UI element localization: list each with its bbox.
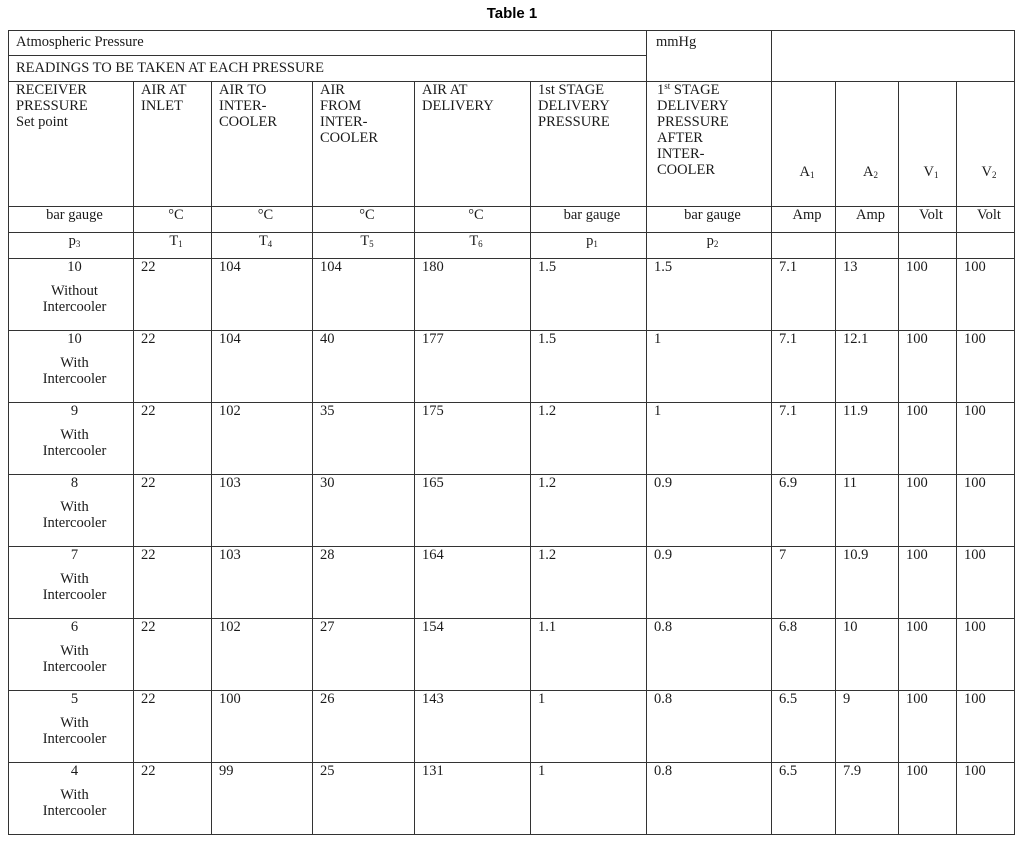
value-t5: 30 — [313, 475, 415, 547]
set-point-cell — [9, 403, 134, 475]
symbol-base: T — [258, 233, 268, 249]
value-v1: 100 — [899, 475, 957, 547]
value-p2: 0.9 — [647, 475, 772, 547]
mode-label: Intercooler — [42, 587, 107, 603]
mode-label: With — [60, 427, 89, 443]
units-row — [9, 207, 1015, 233]
value-t5: 25 — [313, 763, 415, 835]
header-receiver-pressure — [9, 82, 134, 207]
symbols-row — [9, 233, 1015, 259]
header-pressure-after-intercooler-line: DELIVERY — [657, 98, 729, 114]
header-a1-base: A — [799, 164, 810, 180]
value-t4: 103 — [212, 547, 313, 619]
unit-cell: bar gauge — [647, 207, 772, 233]
mode-label: With — [60, 571, 89, 587]
ordinal-suffix: st — [664, 81, 671, 91]
header-v2-base: V — [981, 164, 992, 180]
value-p1: 1.2 — [531, 475, 647, 547]
value-a2: 12.1 — [836, 331, 899, 403]
symbol-base: p — [68, 233, 76, 249]
symbol-subscript: 1 — [593, 239, 598, 249]
header-first-stage-pressure-line: PRESSURE — [538, 114, 610, 130]
symbol-subscript: 5 — [369, 239, 374, 249]
value-p2: 0.8 — [647, 691, 772, 763]
value-a2: 10.9 — [836, 547, 899, 619]
value-t6: 154 — [415, 619, 531, 691]
header-receiver-pressure-line: Set point — [16, 114, 68, 130]
value-t6: 180 — [415, 259, 531, 331]
mode-label: With — [60, 355, 89, 371]
mode-label: With — [60, 499, 89, 515]
value-t6: 165 — [415, 475, 531, 547]
value-p2: 0.9 — [647, 547, 772, 619]
value-v2: 100 — [957, 403, 1015, 475]
header-air-to-intercooler-line: AIR TO — [219, 82, 267, 98]
value-t5: 40 — [313, 331, 415, 403]
ordinal-rest: STAGE — [670, 82, 720, 98]
symbol-empty-cell — [772, 233, 836, 259]
value-a1: 7.1 — [772, 403, 836, 475]
header-row — [9, 82, 1015, 207]
set-point-cell — [9, 259, 134, 331]
unit-cell: °C — [212, 207, 313, 233]
mode-label: Intercooler — [42, 443, 107, 459]
atmospheric-pressure-label: Atmospheric Pressure — [9, 31, 647, 56]
value-a1: 6.5 — [772, 763, 836, 835]
mode-label: With — [60, 715, 89, 731]
header-a2-subscript: 2 — [873, 170, 878, 180]
header-a1-subscript: 1 — [809, 170, 815, 180]
value-t6: 177 — [415, 331, 531, 403]
value-a2: 11 — [836, 475, 899, 547]
header-air-from-intercooler-line: COOLER — [320, 130, 378, 146]
header-air-inlet-line: INLET — [141, 98, 183, 114]
value-t1: 22 — [134, 259, 212, 331]
header-air-delivery — [415, 82, 531, 207]
value-a1: 6.9 — [772, 475, 836, 547]
value-v1: 100 — [899, 691, 957, 763]
value-t1: 22 — [134, 547, 212, 619]
header-receiver-pressure-line: PRESSURE — [16, 98, 88, 114]
header-air-from-intercooler-line: AIR — [320, 82, 345, 98]
header-pressure-after-intercooler-line: COOLER — [657, 162, 715, 178]
mode-label: With — [60, 643, 89, 659]
value-t5: 27 — [313, 619, 415, 691]
value-p1: 1.1 — [531, 619, 647, 691]
value-t6: 131 — [415, 763, 531, 835]
unit-cell: Amp — [772, 207, 836, 233]
symbol-base: T — [169, 233, 179, 249]
ordinal-number: 1 — [657, 82, 665, 98]
set-point-value: 9 — [70, 403, 79, 419]
value-t1: 22 — [134, 331, 212, 403]
value-a1: 7 — [772, 547, 836, 619]
symbol-base: p — [706, 233, 714, 249]
value-t6: 175 — [415, 403, 531, 475]
header-pressure-after-intercooler-line: PRESSURE — [657, 114, 729, 130]
symbol-subscript: 4 — [267, 239, 273, 249]
value-a1: 6.5 — [772, 691, 836, 763]
symbol-cell — [415, 233, 531, 259]
symbol-empty-cell — [957, 233, 1015, 259]
set-point-value: 6 — [70, 619, 79, 635]
symbol-cell — [531, 233, 647, 259]
value-t4: 104 — [212, 259, 313, 331]
header-v2 — [957, 82, 1015, 207]
unit-cell: Volt — [957, 207, 1015, 233]
mode-label: Intercooler — [42, 803, 107, 819]
symbol-subscript: 1 — [178, 239, 183, 249]
value-p1: 1.2 — [531, 547, 647, 619]
value-v2: 100 — [957, 331, 1015, 403]
value-t6: 164 — [415, 547, 531, 619]
value-v1: 100 — [899, 331, 957, 403]
value-t1: 22 — [134, 619, 212, 691]
value-a1: 6.8 — [772, 619, 836, 691]
table-row — [9, 331, 1015, 403]
set-point-value: 10 — [67, 259, 82, 275]
value-a2: 13 — [836, 259, 899, 331]
value-v2: 100 — [957, 619, 1015, 691]
set-point-cell — [9, 763, 134, 835]
value-t1: 22 — [134, 691, 212, 763]
value-a2: 7.9 — [836, 763, 899, 835]
value-p2: 1 — [647, 403, 772, 475]
header-pressure-after-intercooler-line: INTER- — [657, 146, 705, 162]
unit-cell: Volt — [899, 207, 957, 233]
symbol-subscript: 3 — [75, 239, 81, 249]
set-point-cell — [9, 331, 134, 403]
value-v1: 100 — [899, 403, 957, 475]
mode-label: Intercooler — [42, 371, 107, 387]
unit-cell: bar gauge — [9, 207, 134, 233]
value-t1: 22 — [134, 475, 212, 547]
value-v2: 100 — [957, 475, 1015, 547]
value-a2: 11.9 — [836, 403, 899, 475]
value-v2: 100 — [957, 691, 1015, 763]
value-t4: 100 — [212, 691, 313, 763]
symbol-empty-cell — [836, 233, 899, 259]
unit-cell: Amp — [836, 207, 899, 233]
symbol-cell — [212, 233, 313, 259]
value-t5: 35 — [313, 403, 415, 475]
value-p1: 1.2 — [531, 403, 647, 475]
value-t4: 102 — [212, 619, 313, 691]
unit-cell: °C — [415, 207, 531, 233]
readings-label: READINGS TO BE TAKEN AT EACH PRESSURE — [9, 56, 647, 82]
header-air-inlet-line: AIR AT — [141, 82, 187, 98]
value-a1: 7.1 — [772, 331, 836, 403]
value-p2: 1.5 — [647, 259, 772, 331]
value-v2: 100 — [957, 547, 1015, 619]
header-first-stage-pressure-line: 1st STAGE — [538, 82, 605, 98]
header-a2-base: A — [863, 164, 874, 180]
header-air-from-intercooler-line: INTER- — [320, 114, 368, 130]
set-point-value: 4 — [70, 763, 79, 779]
table-row — [9, 547, 1015, 619]
unit-cell: °C — [134, 207, 212, 233]
symbol-subscript: 6 — [478, 239, 483, 249]
value-v1: 100 — [899, 619, 957, 691]
header-air-from-intercooler — [313, 82, 415, 207]
header-v1 — [899, 82, 957, 207]
table-row — [9, 619, 1015, 691]
value-a1: 7.1 — [772, 259, 836, 331]
value-t1: 22 — [134, 763, 212, 835]
value-t1: 22 — [134, 403, 212, 475]
header-air-to-intercooler-line: COOLER — [219, 114, 277, 130]
value-a2: 9 — [836, 691, 899, 763]
value-t5: 28 — [313, 547, 415, 619]
mode-label: Intercooler — [42, 659, 107, 675]
symbol-cell — [313, 233, 415, 259]
value-v2: 100 — [957, 763, 1015, 835]
value-t6: 143 — [415, 691, 531, 763]
header-v1-subscript: 1 — [933, 170, 939, 180]
header-air-to-intercooler — [212, 82, 313, 207]
value-t4: 102 — [212, 403, 313, 475]
unit-cell: °C — [313, 207, 415, 233]
value-p1: 1 — [531, 763, 647, 835]
value-p1: 1 — [531, 691, 647, 763]
symbol-subscript: 2 — [713, 239, 719, 249]
set-point-value: 7 — [70, 547, 79, 563]
symbol-base: T — [360, 233, 370, 249]
header-a2 — [836, 82, 899, 207]
header-v2-subscript: 2 — [991, 170, 997, 180]
table-row — [9, 691, 1015, 763]
value-v1: 100 — [899, 259, 957, 331]
symbol-cell — [134, 233, 212, 259]
value-t4: 99 — [212, 763, 313, 835]
set-point-cell — [9, 619, 134, 691]
header-air-delivery-line: DELIVERY — [422, 98, 494, 114]
header-receiver-pressure-line: RECEIVER — [16, 82, 87, 98]
blank-top-cell — [772, 31, 1015, 82]
value-v1: 100 — [899, 763, 957, 835]
table-row — [9, 259, 1015, 331]
value-p2: 0.8 — [647, 619, 772, 691]
mode-label: With — [60, 787, 89, 803]
set-point-cell — [9, 547, 134, 619]
header-air-delivery-line: AIR AT — [422, 82, 468, 98]
value-t5: 26 — [313, 691, 415, 763]
header-air-inlet — [134, 82, 212, 207]
header-first-stage-pressure — [531, 82, 647, 207]
value-t5: 104 — [313, 259, 415, 331]
value-p1: 1.5 — [531, 259, 647, 331]
table-row — [9, 403, 1015, 475]
header-pressure-after-intercooler — [647, 82, 772, 207]
value-v1: 100 — [899, 547, 957, 619]
header-pressure-after-intercooler-line — [657, 82, 771, 98]
header-pressure-after-intercooler-line: AFTER — [657, 130, 703, 146]
set-point-value: 5 — [70, 691, 79, 707]
header-air-from-intercooler-line: FROM — [320, 98, 362, 114]
header-first-stage-pressure-line: DELIVERY — [538, 98, 610, 114]
table-row — [9, 763, 1015, 835]
header-v1-base: V — [923, 164, 934, 180]
symbol-empty-cell — [899, 233, 957, 259]
mode-label: Without — [51, 283, 98, 299]
header-a1 — [772, 82, 836, 207]
value-t4: 104 — [212, 331, 313, 403]
value-p1: 1.5 — [531, 331, 647, 403]
mode-label: Intercooler — [42, 299, 107, 315]
set-point-cell — [9, 691, 134, 763]
value-p2: 0.8 — [647, 763, 772, 835]
unit-cell: bar gauge — [531, 207, 647, 233]
value-a2: 10 — [836, 619, 899, 691]
symbol-base: T — [469, 233, 479, 249]
symbol-cell — [647, 233, 772, 259]
symbol-cell — [9, 233, 134, 259]
symbol-base: p — [586, 233, 594, 249]
header-air-to-intercooler-line: INTER- — [219, 98, 267, 114]
set-point-cell — [9, 475, 134, 547]
atmospheric-pressure-unit: mmHg — [647, 31, 772, 82]
value-p2: 1 — [647, 331, 772, 403]
mode-label: Intercooler — [42, 515, 107, 531]
mode-label: Intercooler — [42, 731, 107, 747]
table-row — [9, 475, 1015, 547]
value-t4: 103 — [212, 475, 313, 547]
value-v2: 100 — [957, 259, 1015, 331]
set-point-value: 8 — [70, 475, 79, 491]
table-title: Table 1 — [486, 5, 538, 22]
data-table — [8, 30, 1015, 835]
set-point-value: 10 — [67, 331, 82, 347]
